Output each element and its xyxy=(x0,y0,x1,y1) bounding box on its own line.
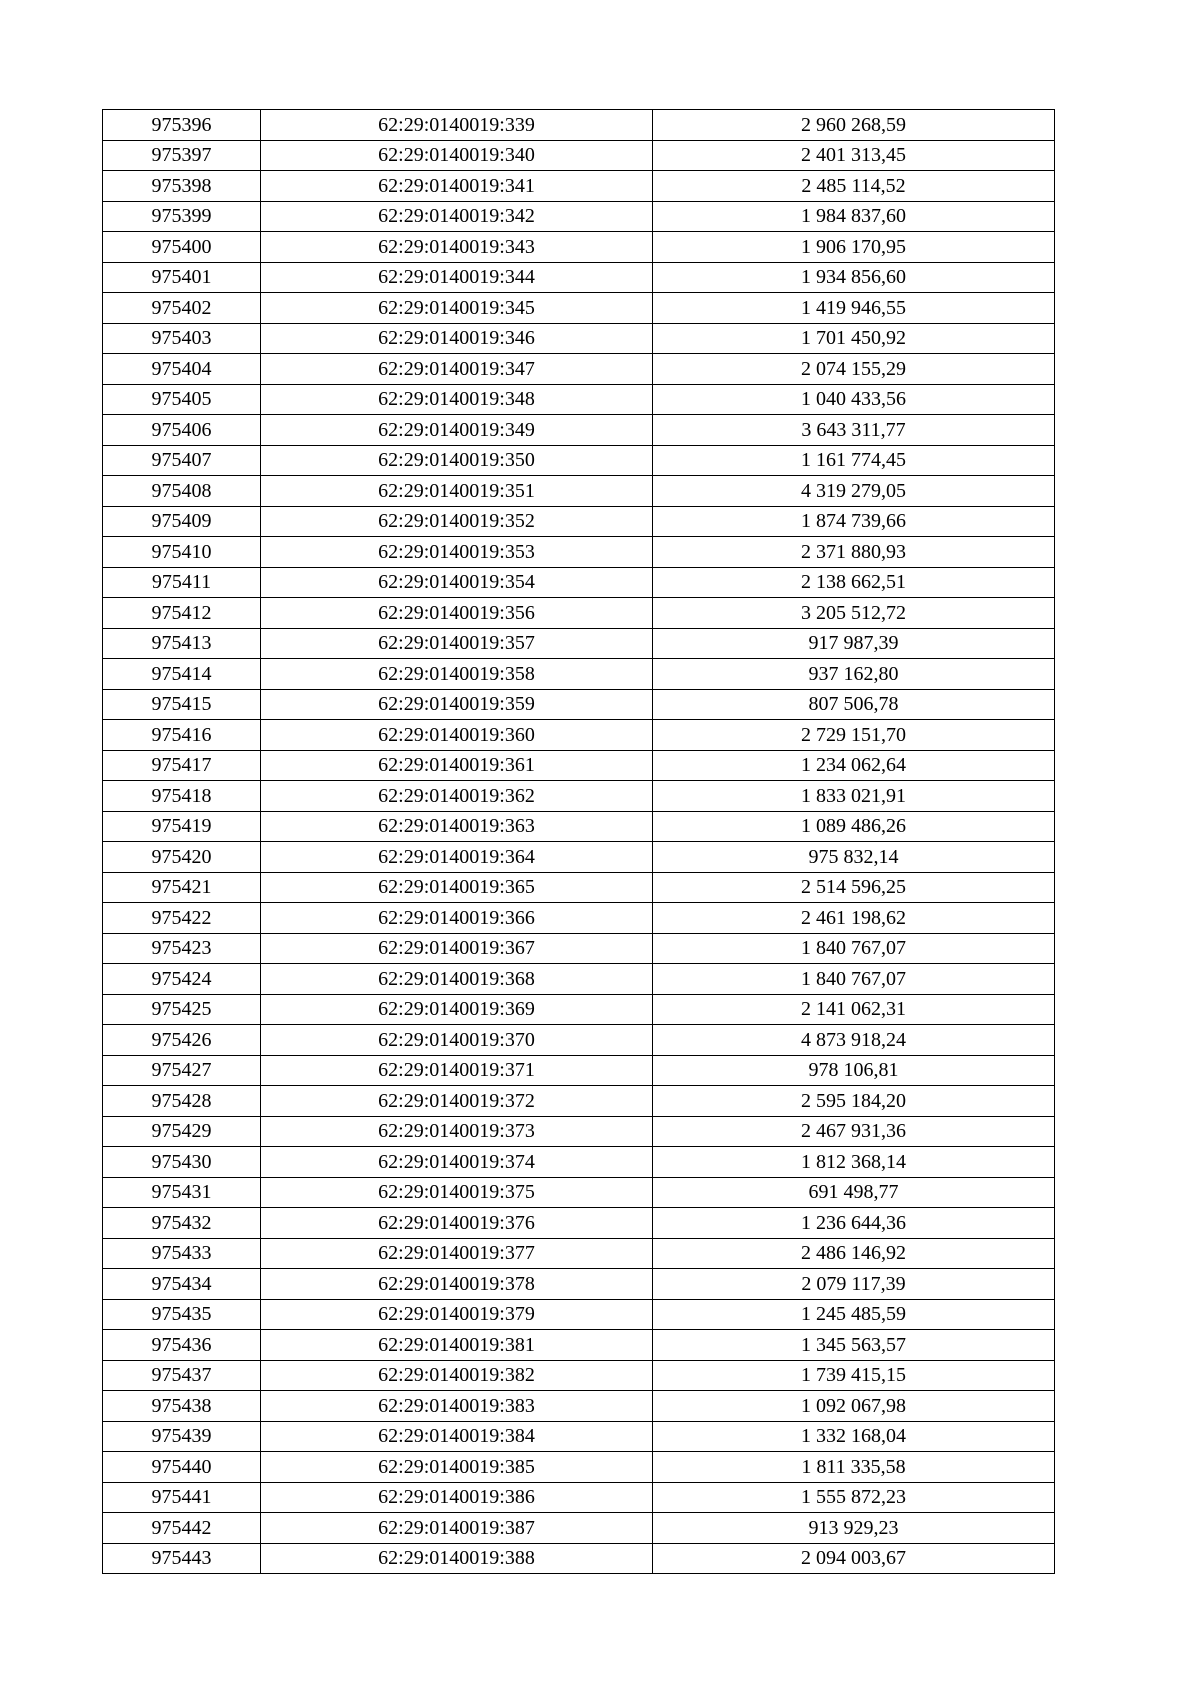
cadastral-value-cell: 1 555 872,23 xyxy=(653,1482,1055,1513)
table-row xyxy=(103,811,1055,842)
table-row xyxy=(103,994,1055,1025)
cadastral-number-cell: 62:29:0140019:370 xyxy=(261,1025,653,1056)
row-number-cell: 975403 xyxy=(103,323,261,354)
row-number-cell: 975427 xyxy=(103,1055,261,1086)
table-row xyxy=(103,201,1055,232)
table-row xyxy=(103,110,1055,141)
row-number-cell: 975411 xyxy=(103,567,261,598)
cadastral-value-cell: 2 514 596,25 xyxy=(653,872,1055,903)
row-number-cell: 975414 xyxy=(103,659,261,690)
row-number-cell: 975399 xyxy=(103,201,261,232)
row-number-cell: 975396 xyxy=(103,110,261,141)
cadastral-number-cell: 62:29:0140019:341 xyxy=(261,171,653,202)
cadastral-number-cell: 62:29:0140019:343 xyxy=(261,232,653,263)
cadastral-value-cell: 1 089 486,26 xyxy=(653,811,1055,842)
cadastral-value-cell: 978 106,81 xyxy=(653,1055,1055,1086)
table-row xyxy=(103,1513,1055,1544)
row-number-cell: 975439 xyxy=(103,1421,261,1452)
row-number-cell: 975428 xyxy=(103,1086,261,1117)
cadastral-value-cell: 2 138 662,51 xyxy=(653,567,1055,598)
cadastral-number-cell: 62:29:0140019:375 xyxy=(261,1177,653,1208)
row-number-cell: 975431 xyxy=(103,1177,261,1208)
row-number-cell: 975401 xyxy=(103,262,261,293)
table-row xyxy=(103,262,1055,293)
row-number-cell: 975400 xyxy=(103,232,261,263)
cadastral-number-cell: 62:29:0140019:382 xyxy=(261,1360,653,1391)
row-number-cell: 975432 xyxy=(103,1208,261,1239)
cadastral-number-cell: 62:29:0140019:347 xyxy=(261,354,653,385)
cadastral-number-cell: 62:29:0140019:351 xyxy=(261,476,653,507)
table-row xyxy=(103,445,1055,476)
table-row xyxy=(103,1391,1055,1422)
cadastral-number-cell: 62:29:0140019:372 xyxy=(261,1086,653,1117)
cadastral-value-cell: 1 236 644,36 xyxy=(653,1208,1055,1239)
cadastral-value-cell: 1 092 067,98 xyxy=(653,1391,1055,1422)
cadastral-number-cell: 62:29:0140019:358 xyxy=(261,659,653,690)
row-number-cell: 975416 xyxy=(103,720,261,751)
row-number-cell: 975398 xyxy=(103,171,261,202)
row-number-cell: 975397 xyxy=(103,140,261,171)
cadastral-value-cell: 2 467 931,36 xyxy=(653,1116,1055,1147)
table-row xyxy=(103,415,1055,446)
row-number-cell: 975412 xyxy=(103,598,261,629)
cadastral-value-cell: 1 161 774,45 xyxy=(653,445,1055,476)
cadastral-number-cell: 62:29:0140019:371 xyxy=(261,1055,653,1086)
cadastral-value-cell: 917 987,39 xyxy=(653,628,1055,659)
cadastral-value-cell: 913 929,23 xyxy=(653,1513,1055,1544)
cadastral-value-cell: 1 419 946,55 xyxy=(653,293,1055,324)
cadastral-value-cell: 1 812 368,14 xyxy=(653,1147,1055,1178)
row-number-cell: 975421 xyxy=(103,872,261,903)
cadastral-value-cell: 1 811 335,58 xyxy=(653,1452,1055,1483)
cadastral-number-cell: 62:29:0140019:352 xyxy=(261,506,653,537)
cadastral-value-cell: 2 141 062,31 xyxy=(653,994,1055,1025)
cadastral-value-cell: 1 332 168,04 xyxy=(653,1421,1055,1452)
row-number-cell: 975419 xyxy=(103,811,261,842)
cadastral-value-cell: 1 345 563,57 xyxy=(653,1330,1055,1361)
cadastral-number-cell: 62:29:0140019:386 xyxy=(261,1482,653,1513)
cadastral-value-cell: 1 234 062,64 xyxy=(653,750,1055,781)
cadastral-number-cell: 62:29:0140019:368 xyxy=(261,964,653,995)
row-number-cell: 975441 xyxy=(103,1482,261,1513)
table-row xyxy=(103,1025,1055,1056)
table-row xyxy=(103,140,1055,171)
row-number-cell: 975435 xyxy=(103,1299,261,1330)
cadastral-number-cell: 62:29:0140019:339 xyxy=(261,110,653,141)
row-number-cell: 975420 xyxy=(103,842,261,873)
table-row xyxy=(103,1055,1055,1086)
cadastral-value-cell: 2 094 003,67 xyxy=(653,1543,1055,1574)
cadastral-number-cell: 62:29:0140019:360 xyxy=(261,720,653,751)
row-number-cell: 975426 xyxy=(103,1025,261,1056)
cadastral-number-cell: 62:29:0140019:367 xyxy=(261,933,653,964)
cadastral-value-cell: 691 498,77 xyxy=(653,1177,1055,1208)
row-number-cell: 975405 xyxy=(103,384,261,415)
cadastral-number-cell: 62:29:0140019:388 xyxy=(261,1543,653,1574)
cadastral-number-cell: 62:29:0140019:362 xyxy=(261,781,653,812)
table-row xyxy=(103,1299,1055,1330)
row-number-cell: 975443 xyxy=(103,1543,261,1574)
row-number-cell: 975417 xyxy=(103,750,261,781)
table-row xyxy=(103,293,1055,324)
cadastral-value-cell: 1 840 767,07 xyxy=(653,964,1055,995)
row-number-cell: 975404 xyxy=(103,354,261,385)
cadastral-number-cell: 62:29:0140019:353 xyxy=(261,537,653,568)
cadastral-number-cell: 62:29:0140019:357 xyxy=(261,628,653,659)
cadastral-number-cell: 62:29:0140019:383 xyxy=(261,1391,653,1422)
cadastral-value-cell: 2 595 184,20 xyxy=(653,1086,1055,1117)
cadastral-value-cell: 1 906 170,95 xyxy=(653,232,1055,263)
cadastral-value-cell: 2 371 880,93 xyxy=(653,537,1055,568)
table-row xyxy=(103,232,1055,263)
cadastral-number-cell: 62:29:0140019:379 xyxy=(261,1299,653,1330)
cadastral-value-cell: 1 701 450,92 xyxy=(653,323,1055,354)
cadastral-value-cell: 2 401 313,45 xyxy=(653,140,1055,171)
row-number-cell: 975430 xyxy=(103,1147,261,1178)
cadastral-number-cell: 62:29:0140019:377 xyxy=(261,1238,653,1269)
table-row xyxy=(103,1238,1055,1269)
row-number-cell: 975434 xyxy=(103,1269,261,1300)
cadastral-number-cell: 62:29:0140019:349 xyxy=(261,415,653,446)
cadastral-number-cell: 62:29:0140019:345 xyxy=(261,293,653,324)
table-row xyxy=(103,1543,1055,1574)
table-row xyxy=(103,1330,1055,1361)
cadastral-number-cell: 62:29:0140019:374 xyxy=(261,1147,653,1178)
cadastral-number-cell: 62:29:0140019:385 xyxy=(261,1452,653,1483)
table-row xyxy=(103,354,1055,385)
table-row xyxy=(103,537,1055,568)
cadastral-value-cell: 807 506,78 xyxy=(653,689,1055,720)
cadastral-value-cell: 1 874 739,66 xyxy=(653,506,1055,537)
table-row xyxy=(103,171,1055,202)
cadastral-number-cell: 62:29:0140019:373 xyxy=(261,1116,653,1147)
row-number-cell: 975409 xyxy=(103,506,261,537)
cadastral-value-cell: 1 840 767,07 xyxy=(653,933,1055,964)
table-body xyxy=(103,110,1055,1574)
table-row xyxy=(103,1482,1055,1513)
cadastral-value-cell: 2 486 146,92 xyxy=(653,1238,1055,1269)
row-number-cell: 975410 xyxy=(103,537,261,568)
cadastral-value-cell: 1 739 415,15 xyxy=(653,1360,1055,1391)
table-row xyxy=(103,1116,1055,1147)
cadastral-number-cell: 62:29:0140019:340 xyxy=(261,140,653,171)
cadastral-value-cell: 2 074 155,29 xyxy=(653,354,1055,385)
table-row xyxy=(103,842,1055,873)
cadastral-value-table xyxy=(102,109,1055,1574)
row-number-cell: 975429 xyxy=(103,1116,261,1147)
row-number-cell: 975423 xyxy=(103,933,261,964)
row-number-cell: 975422 xyxy=(103,903,261,934)
table-row xyxy=(103,598,1055,629)
cadastral-number-cell: 62:29:0140019:378 xyxy=(261,1269,653,1300)
cadastral-number-cell: 62:29:0140019:364 xyxy=(261,842,653,873)
cadastral-value-cell: 1 984 837,60 xyxy=(653,201,1055,232)
row-number-cell: 975442 xyxy=(103,1513,261,1544)
table-row xyxy=(103,1208,1055,1239)
row-number-cell: 975413 xyxy=(103,628,261,659)
cadastral-value-cell: 2 461 198,62 xyxy=(653,903,1055,934)
cadastral-value-cell: 3 205 512,72 xyxy=(653,598,1055,629)
table-row xyxy=(103,1452,1055,1483)
cadastral-value-cell: 4 873 918,24 xyxy=(653,1025,1055,1056)
cadastral-number-cell: 62:29:0140019:361 xyxy=(261,750,653,781)
table-row xyxy=(103,903,1055,934)
table-row xyxy=(103,964,1055,995)
table-row xyxy=(103,506,1055,537)
row-number-cell: 975440 xyxy=(103,1452,261,1483)
cadastral-value-cell: 1 833 021,91 xyxy=(653,781,1055,812)
table-row xyxy=(103,1086,1055,1117)
table-row xyxy=(103,628,1055,659)
table-row xyxy=(103,750,1055,781)
cadastral-number-cell: 62:29:0140019:344 xyxy=(261,262,653,293)
row-number-cell: 975436 xyxy=(103,1330,261,1361)
cadastral-value-cell: 1 245 485,59 xyxy=(653,1299,1055,1330)
row-number-cell: 975424 xyxy=(103,964,261,995)
row-number-cell: 975407 xyxy=(103,445,261,476)
row-number-cell: 975406 xyxy=(103,415,261,446)
cadastral-value-cell: 1 934 856,60 xyxy=(653,262,1055,293)
table-row xyxy=(103,1147,1055,1178)
cadastral-number-cell: 62:29:0140019:363 xyxy=(261,811,653,842)
row-number-cell: 975433 xyxy=(103,1238,261,1269)
cadastral-value-cell: 1 040 433,56 xyxy=(653,384,1055,415)
table-row xyxy=(103,872,1055,903)
cadastral-value-cell: 2 485 114,52 xyxy=(653,171,1055,202)
table-row xyxy=(103,781,1055,812)
row-number-cell: 975438 xyxy=(103,1391,261,1422)
table-row xyxy=(103,384,1055,415)
row-number-cell: 975408 xyxy=(103,476,261,507)
cadastral-number-cell: 62:29:0140019:346 xyxy=(261,323,653,354)
table-row xyxy=(103,1177,1055,1208)
cadastral-number-cell: 62:29:0140019:359 xyxy=(261,689,653,720)
cadastral-value-cell: 4 319 279,05 xyxy=(653,476,1055,507)
table-row xyxy=(103,1360,1055,1391)
table-row xyxy=(103,567,1055,598)
cadastral-number-cell: 62:29:0140019:387 xyxy=(261,1513,653,1544)
table-row xyxy=(103,1421,1055,1452)
cadastral-value-cell: 2 079 117,39 xyxy=(653,1269,1055,1300)
cadastral-number-cell: 62:29:0140019:366 xyxy=(261,903,653,934)
row-number-cell: 975415 xyxy=(103,689,261,720)
cadastral-value-cell: 2 960 268,59 xyxy=(653,110,1055,141)
cadastral-value-cell: 975 832,14 xyxy=(653,842,1055,873)
cadastral-value-cell: 2 729 151,70 xyxy=(653,720,1055,751)
cadastral-number-cell: 62:29:0140019:376 xyxy=(261,1208,653,1239)
row-number-cell: 975402 xyxy=(103,293,261,324)
table-row xyxy=(103,1269,1055,1300)
table-row xyxy=(103,689,1055,720)
cadastral-number-cell: 62:29:0140019:348 xyxy=(261,384,653,415)
cadastral-number-cell: 62:29:0140019:369 xyxy=(261,994,653,1025)
table-row xyxy=(103,323,1055,354)
cadastral-number-cell: 62:29:0140019:342 xyxy=(261,201,653,232)
row-number-cell: 975418 xyxy=(103,781,261,812)
cadastral-value-cell: 937 162,80 xyxy=(653,659,1055,690)
table-row xyxy=(103,476,1055,507)
row-number-cell: 975437 xyxy=(103,1360,261,1391)
cadastral-number-cell: 62:29:0140019:384 xyxy=(261,1421,653,1452)
cadastral-number-cell: 62:29:0140019:356 xyxy=(261,598,653,629)
table-row xyxy=(103,720,1055,751)
cadastral-number-cell: 62:29:0140019:354 xyxy=(261,567,653,598)
table-row xyxy=(103,659,1055,690)
cadastral-value-cell: 3 643 311,77 xyxy=(653,415,1055,446)
cadastral-number-cell: 62:29:0140019:381 xyxy=(261,1330,653,1361)
cadastral-number-cell: 62:29:0140019:365 xyxy=(261,872,653,903)
table-row xyxy=(103,933,1055,964)
cadastral-number-cell: 62:29:0140019:350 xyxy=(261,445,653,476)
row-number-cell: 975425 xyxy=(103,994,261,1025)
